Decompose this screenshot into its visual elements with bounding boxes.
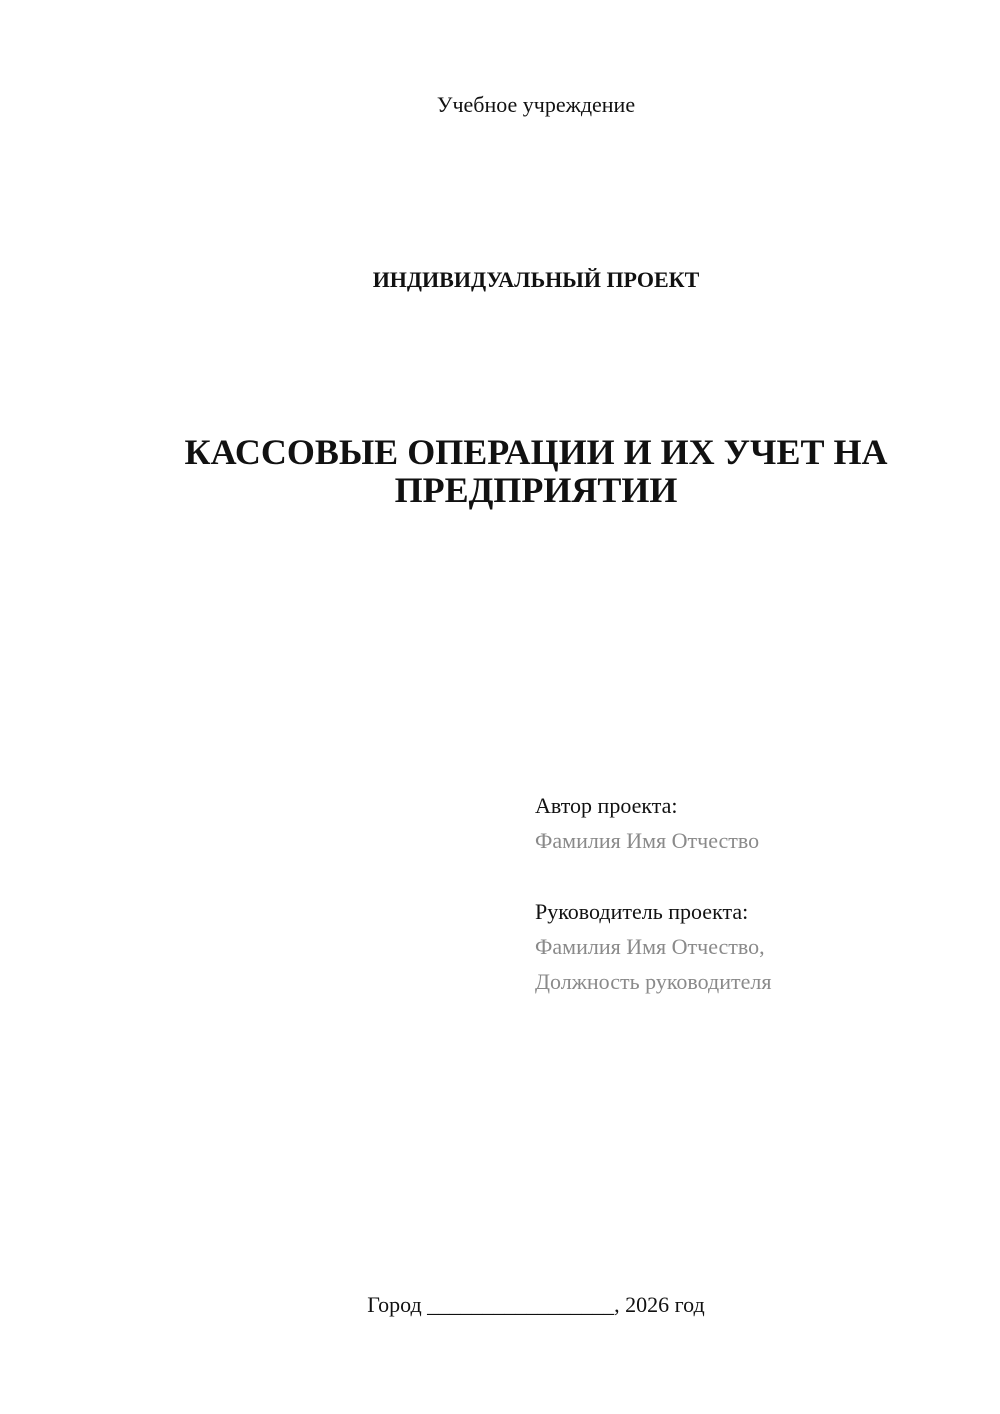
project-type-heading: ИНДИВИДУАЛЬНЫЙ ПРОЕКТ	[372, 267, 700, 292]
project-info-block	[535, 788, 955, 999]
info-spacer	[535, 858, 955, 894]
supervisor-label: Руководитель проекта:	[535, 899, 749, 924]
author-name: Фамилия Имя Отчество	[535, 828, 760, 853]
project-title-line-1: КАССОВЫЕ ОПЕРАЦИИ И ИХ УЧЕТ НА	[184, 432, 888, 472]
project-title	[150, 433, 922, 509]
institution-name: Учебное учреждение	[436, 92, 636, 117]
project-title-line-2: ПРЕДПРИЯТИИ	[394, 470, 678, 510]
supervisor-position: Должность руководителя	[535, 969, 772, 994]
supervisor-name: Фамилия Имя Отчество,	[535, 934, 765, 959]
city-year-line: Город _________________, 2026 год	[367, 1292, 705, 1317]
author-label: Автор проекта:	[535, 793, 678, 818]
